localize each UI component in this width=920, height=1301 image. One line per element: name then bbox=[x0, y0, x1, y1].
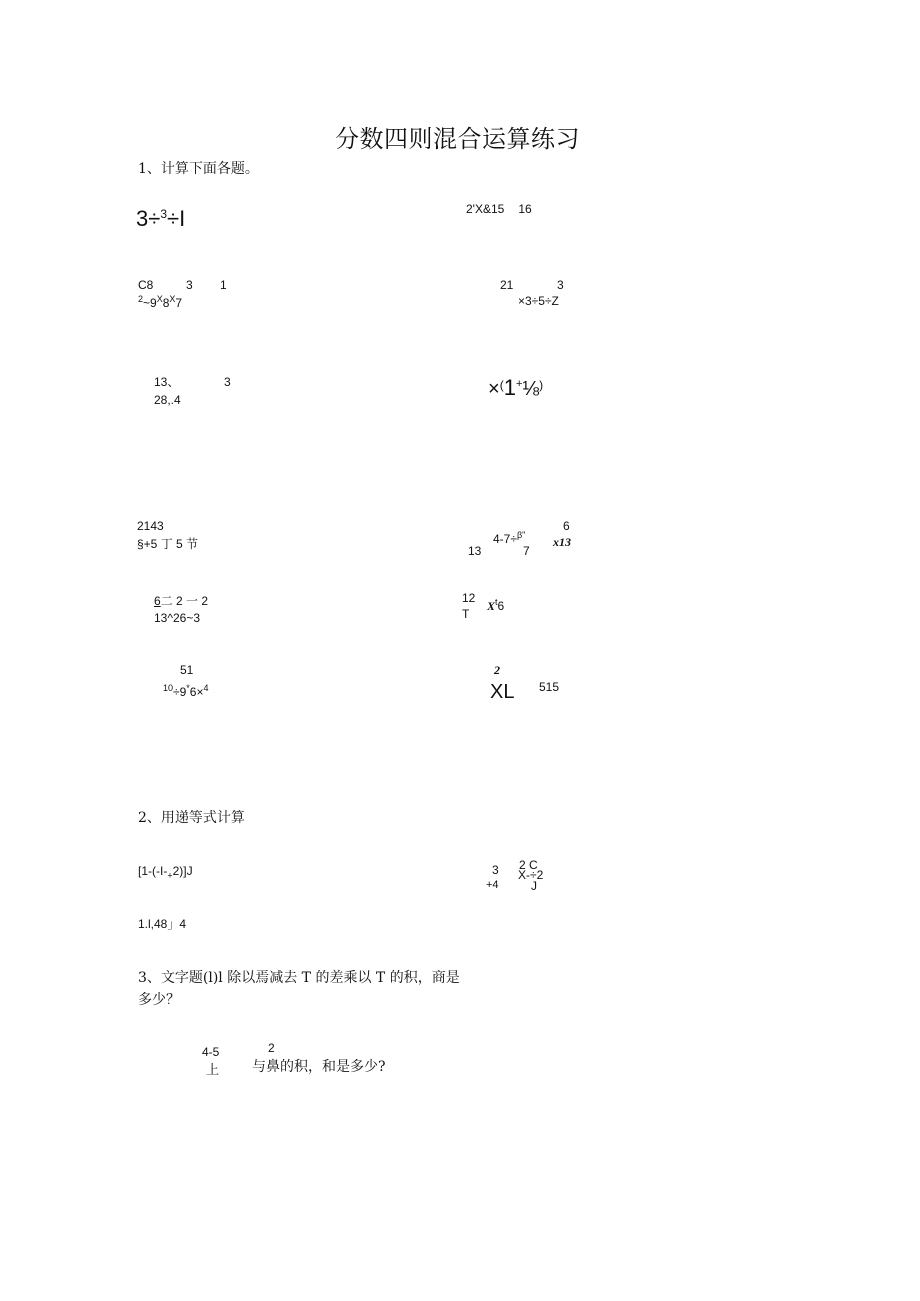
problem-8-left: 13 bbox=[468, 544, 482, 558]
problem-3-top-3: 3 bbox=[186, 278, 193, 292]
section-2-q2-mid: X-÷2 bbox=[518, 868, 544, 882]
problem-3-x1: X bbox=[156, 294, 163, 304]
problem-2-a: 2'X&15 bbox=[466, 202, 505, 216]
section-2-q2-plus4: +4 bbox=[486, 879, 499, 891]
problem-3-end: 7 bbox=[175, 296, 183, 310]
problem-10-top: 12 bbox=[462, 591, 476, 605]
problem-9-top bbox=[154, 595, 208, 607]
problem-10-expr bbox=[487, 598, 504, 612]
problem-10-x: X bbox=[487, 599, 496, 613]
problem-6-paren-close: ) bbox=[539, 378, 544, 392]
problem-3-top-1: 1 bbox=[220, 278, 227, 292]
section-2-q1-rest: 2)]J bbox=[172, 864, 193, 878]
problem-1-rest: ÷I bbox=[167, 206, 186, 231]
problem-3-expr-a: ~9 bbox=[143, 296, 157, 310]
problem-11-expr-a: ÷9 bbox=[173, 685, 187, 699]
problem-11-sup2: * bbox=[186, 683, 190, 693]
section-2-q2-3: 3 bbox=[492, 863, 499, 877]
problem-1-main: 3÷ bbox=[136, 206, 161, 231]
problem-11-sup1: 10 bbox=[163, 683, 174, 693]
problem-6 bbox=[488, 377, 543, 399]
problem-6-paren-open: ( bbox=[499, 378, 504, 392]
problem-8-bottom: 7 bbox=[523, 544, 530, 558]
problem-6-times: × bbox=[488, 378, 500, 400]
problem-3-expr bbox=[138, 295, 182, 309]
problem-11-top: 51 bbox=[180, 663, 194, 677]
problem-11-sup3: 4 bbox=[203, 683, 209, 693]
problem-8-top: 6 bbox=[563, 519, 570, 533]
problem-5-top-3: 3 bbox=[224, 375, 231, 389]
problem-11-expr bbox=[163, 684, 209, 698]
problem-5-expr: 28,.4 bbox=[154, 393, 181, 407]
problem-3-mid: 8 bbox=[162, 296, 170, 310]
problem-4-top-21: 21 bbox=[500, 278, 514, 292]
problem-4-top-3: 3 bbox=[557, 278, 564, 292]
problem-1-sup: 3 bbox=[160, 206, 167, 221]
section-2-q1-sub: + bbox=[167, 870, 173, 881]
problem-11-mid: 6× bbox=[189, 685, 204, 699]
problem-1 bbox=[136, 208, 185, 230]
section-1-heading: 1、计算下面各题。 bbox=[138, 161, 259, 177]
section-2-problem-1 bbox=[138, 865, 193, 880]
section-2-heading: 2、用递等式计算 bbox=[138, 810, 245, 826]
section-3-q2-top: 4-5 bbox=[202, 1045, 220, 1059]
problem-6-plus: + bbox=[515, 378, 523, 390]
problem-8-expr bbox=[493, 531, 525, 545]
problem-6-frac: ⅛ bbox=[522, 378, 540, 400]
problem-4-expr: ×3÷5÷Z bbox=[518, 294, 559, 308]
problem-7-expr: §+5 丁 5 节 bbox=[137, 537, 199, 551]
section-2-q2-bottom: J bbox=[531, 879, 537, 893]
problem-3-top-c8: C8 bbox=[138, 278, 154, 292]
problem-12-xl: XL bbox=[490, 681, 515, 703]
section-3-q2-bottom: 上 bbox=[206, 1062, 220, 1077]
problem-10-sup: t bbox=[495, 597, 498, 607]
section-3-line-2: 多少？ bbox=[138, 992, 180, 1008]
problem-12-top: 2 bbox=[494, 663, 500, 677]
problem-9-bottom: 13^26~3 bbox=[154, 611, 201, 625]
section-3-q2-sup: 2 bbox=[268, 1041, 275, 1055]
section-2-problem-3: 1.l,48」4 bbox=[138, 917, 187, 931]
problem-9-top-underlined: 6 bbox=[154, 594, 161, 608]
problem-3-x2: X bbox=[169, 294, 176, 304]
problem-9-top-rest: 二 2 一 2 bbox=[160, 594, 209, 608]
problem-10-end: 6 bbox=[497, 599, 505, 613]
problem-7-top: 2143 bbox=[137, 519, 164, 533]
problem-8-sup: β" bbox=[516, 530, 526, 540]
problem-8-x13: x13 bbox=[553, 535, 571, 549]
problem-12-end: 515 bbox=[539, 680, 560, 694]
problem-2 bbox=[466, 203, 532, 215]
problem-5-top-13: 13、 bbox=[154, 375, 180, 389]
problem-3-sup: 2 bbox=[138, 294, 144, 304]
section-2-q2-top: 2 C bbox=[519, 858, 538, 872]
page-title: 分数四则混合运算练习 bbox=[335, 125, 580, 153]
problem-2-b: 16 bbox=[518, 202, 532, 216]
problem-8-expr-a: 4-7÷ bbox=[493, 532, 517, 546]
problem-6-one: 1 bbox=[503, 375, 516, 400]
section-2-q1-expr: [1-(-I- bbox=[138, 864, 168, 878]
section-3-q2-text: 与鼻的积，和是多少? bbox=[252, 1059, 386, 1075]
problem-10-bottom: T bbox=[462, 607, 470, 621]
section-3-line-1: 3、文字题(l)l 除以焉减去 T 的差乘以 T 的积，商是 bbox=[138, 970, 460, 986]
